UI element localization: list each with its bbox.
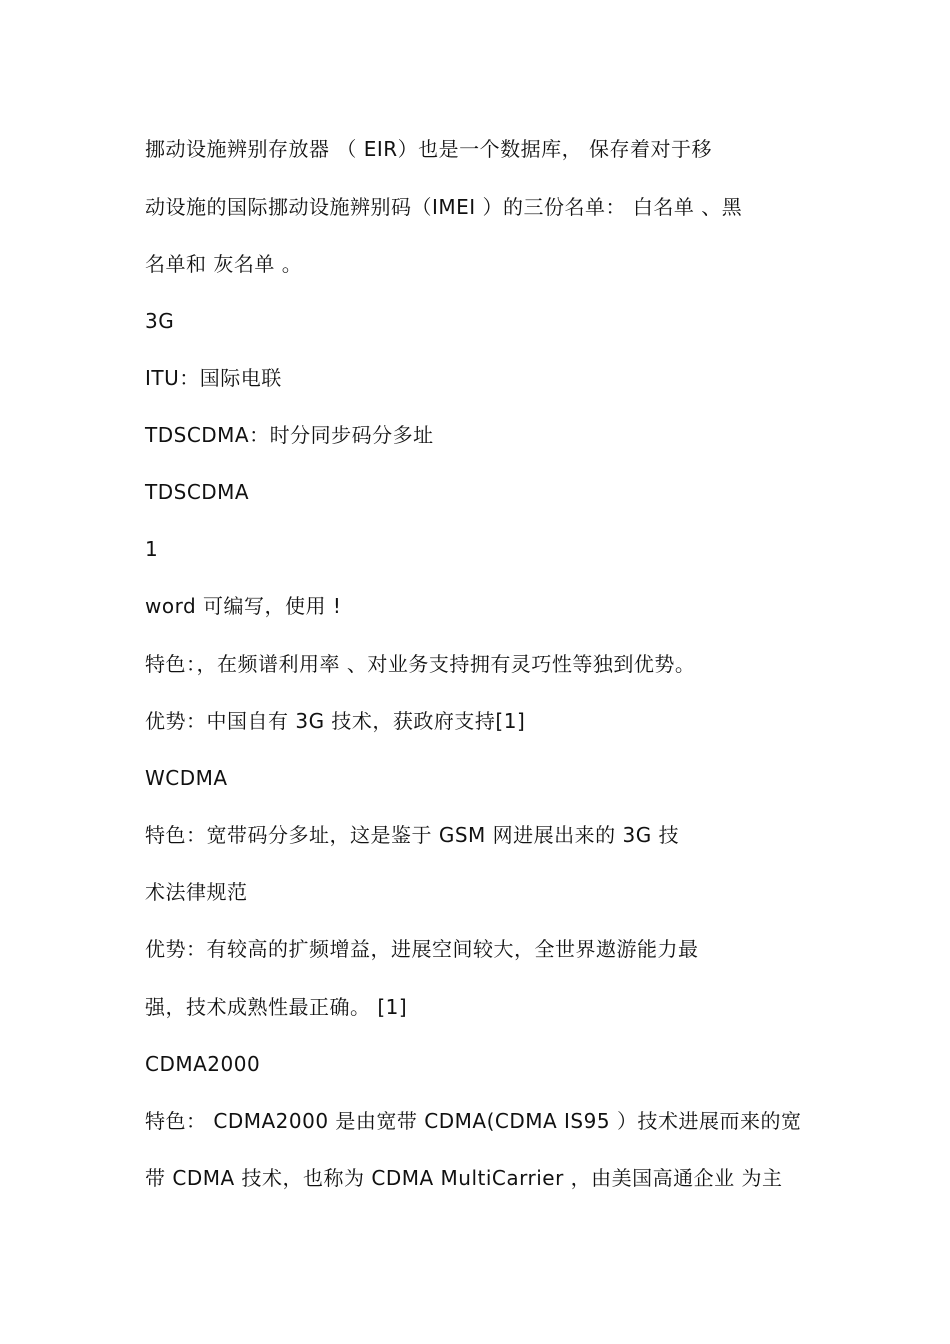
text-line-tdscdma-feature: 特色：，在频谱利用率 、对业务支持拥有灵巧性等独到优势。 <box>145 652 696 676</box>
text-line-wcdma-advantage-2: 强，技术成熟性最正确。 [1] <box>145 995 408 1019</box>
text-line-wcdma-advantage-1: 优势：有较高的扩频增益，进展空间较大，全世界遨游能力最 <box>145 937 699 961</box>
text-line-tdscdma-heading: TDSCDMA <box>145 480 250 504</box>
text-line-wcdma-heading: WCDMA <box>145 766 228 790</box>
text-line-cdma2000-feature-2: 带 CDMA 技术，也称为 CDMA MultiCarrier ，由美国高通企业 为主 <box>145 1166 783 1190</box>
text-line-wcdma-feature-2: 术法律规范 <box>145 880 248 904</box>
text-line-eir-3: 名单和 灰名单 。 <box>145 252 303 276</box>
text-line-3g: 3G <box>145 309 175 333</box>
page-number: 1 <box>145 537 159 561</box>
text-line-eir-2: 动设施的国际挪动设施辨别码（IMEI ）的三份名单： 白名单 、黑 <box>145 195 743 219</box>
text-line-tdscdma-def: TDSCDMA：时分同步码分多址 <box>145 423 434 447</box>
text-line-tdscdma-advantage: 优势：中国自有 3G 技术，获政府支持[1] <box>145 709 526 733</box>
text-line-word-note: word 可编写，使用 ! <box>145 594 342 618</box>
text-line-wcdma-feature-1: 特色：宽带码分多址，这是鉴于 GSM 网进展出来的 3G 技 <box>145 823 680 847</box>
text-line-eir-1: 挪动设施辨别存放器 （ EIR）也是一个数据库， 保存着对于移 <box>145 137 713 161</box>
text-line-cdma2000-feature-1: 特色： CDMA2000 是由宽带 CDMA(CDMA IS95 ）技术进展而来的宽 <box>145 1109 802 1133</box>
text-line-itu: ITU：国际电联 <box>145 366 282 390</box>
text-line-cdma2000-heading: CDMA2000 <box>145 1052 261 1076</box>
